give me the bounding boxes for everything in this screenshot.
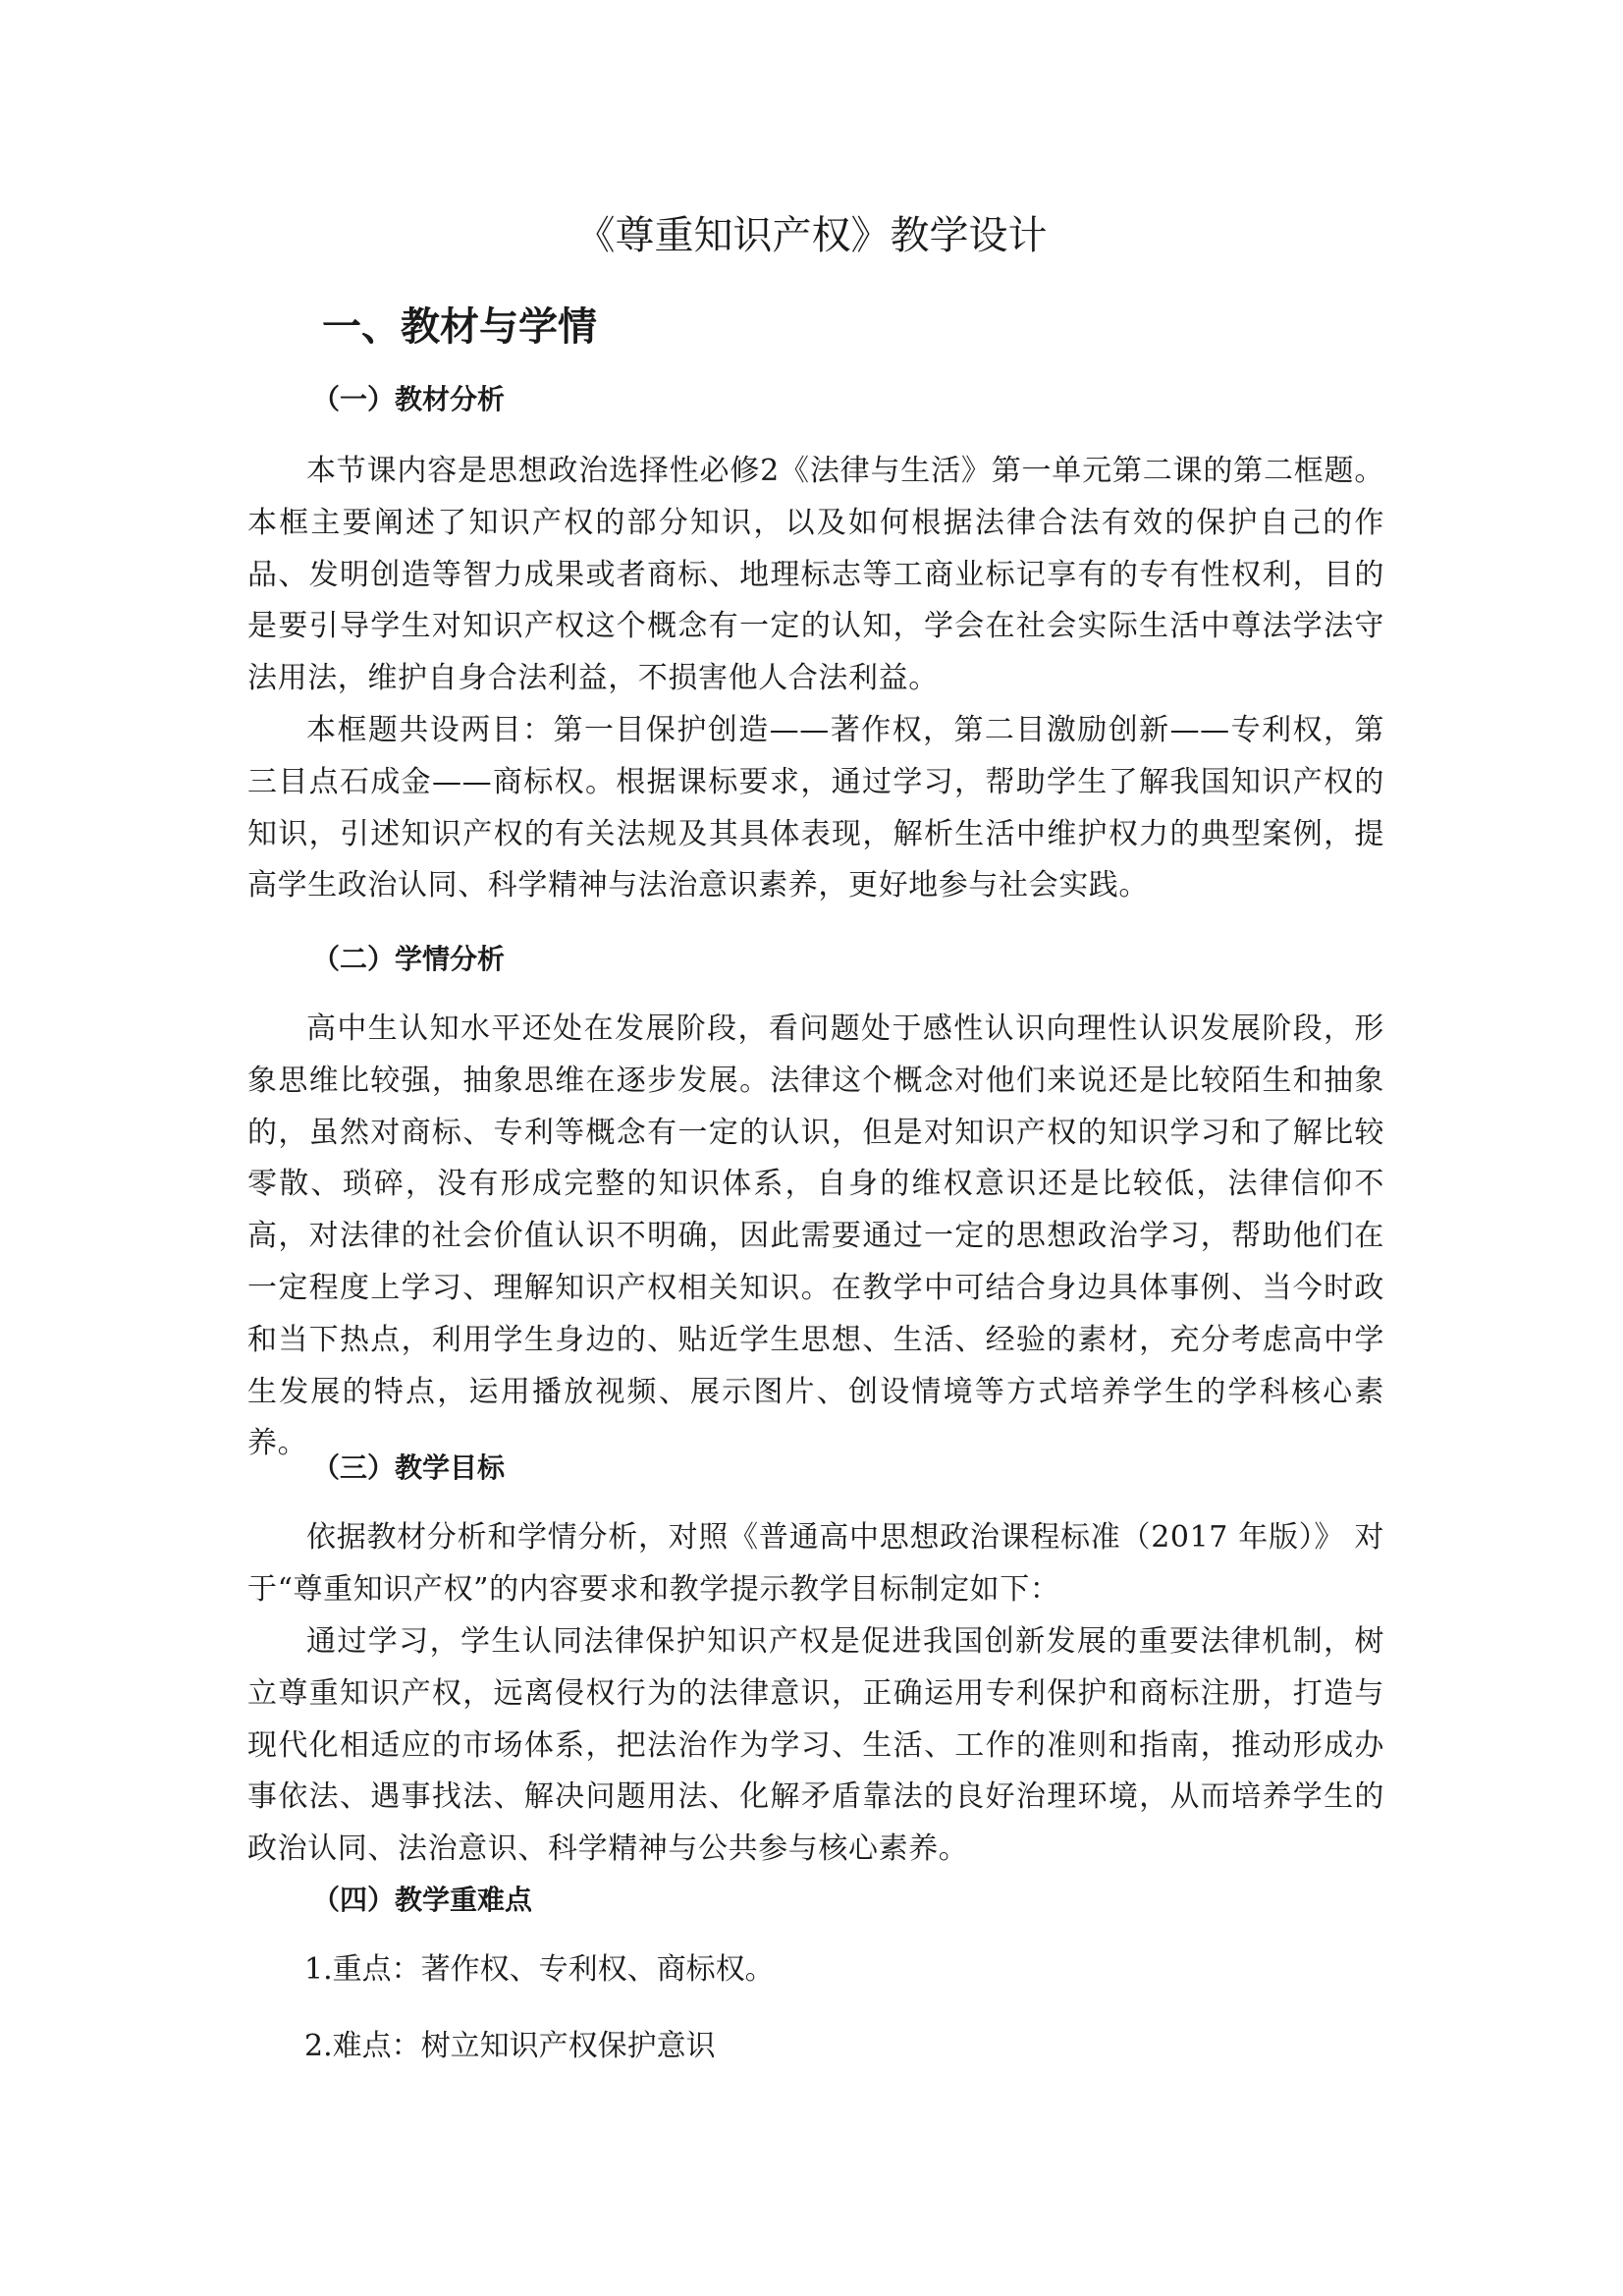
subheading-student-analysis: （二）学情分析 xyxy=(312,943,506,975)
paragraph-textbook-analysis-2: 本框题共设两目：第一目保护创造——著作权，第二目激励创新——专利权，第三目点石成金——商标权。根据课标要求，通过学习，帮助学生了解我国知识产权的知识，引述知识产权的有关法规及其具体表现，解析生活中维护权力的典型案例，提高学生政治认同、科学精神与法治意识素养，更好地参与社会实践。 xyxy=(247,713,1384,903)
document-title: 《尊重知识产权》教学设计 xyxy=(575,213,1048,258)
paragraph-teaching-objectives-1: 依据教材分析和学情分析，对照《普通高中思想政治课程标准（2017 年版）》 对于“尊重知识产权”的内容要求和教学提示教学目标制定如下： xyxy=(247,1520,1384,1607)
paragraph-student-analysis: 高中生认知水平还处在发展阶段，看问题处于感性认识向理性认识发展阶段，形象思维比较强，抽象思维在逐步发展。法律这个概念对他们来说还是比较陌生和抽象的，虽然对商标、专利等概念有一定的认识，但是对知识产权的知识学习和了解比较零散、琐碎，没有形成完整的知识体系，自身的维权意识还是比较低，法律信仰不高，对法律的社会价值认识不明确，因此需要通过一定的思想政治学习，帮助他们在一定程度上学习、理解知识产权相关知识。在教学中可结合身边具体事例、当今时政和当下热点，利用学生身边的、贴近学生思想、生活、经验的素材，充分考虑高中学生发展的特点，运用播放视频、展示图片、创设情境等方式培养学生的学科核心素养。 xyxy=(247,1011,1384,1461)
subheading-textbook-analysis: （一）教材分析 xyxy=(312,383,506,415)
subheading-key-difficult-points: （四）教学重难点 xyxy=(312,1884,533,1916)
section-heading-materials-and-students: 一、教材与学情 xyxy=(322,303,597,350)
list-item-key-points: 1.重点：著作权、专利权、商标权。 xyxy=(304,1952,775,1987)
list-item-difficult-points: 2.难点：树立知识产权保护意识 xyxy=(304,2029,716,2063)
paragraph-textbook-analysis-1: 本节课内容是思想政治选择性必修2《法律与生活》第一单元第二课的第二框题。本框主要阐述了知识产权的部分知识，以及如何根据法律合法有效的保护自己的作品、发明创造等智力成果或者商标、地理标志等工商业标记享有的专有性权利，目的是要引导学生对知识产权这个概念有一定的认知，学会在社会实际生活中尊法学法守法用法，维护自身合法利益，不损害他人合法利益。 xyxy=(247,454,1384,696)
paragraph-teaching-objectives-2: 通过学习，学生认同法律保护知识产权是促进我国创新发展的重要法律机制，树立尊重知识产权，远离侵权行为的法律意识，正确运用专利保护和商标注册，打造与现代化相适应的市场体系，把法治作为学习、生活、工作的准则和指南，推动形成办事依法、遇事找法、解决问题用法、化解矛盾靠法的良好治理环境，从而培养学生的政治认同、法治意识、科学精神与公共参与核心素养。 xyxy=(247,1624,1384,1867)
subheading-teaching-objectives: （三）教学目标 xyxy=(312,1451,506,1484)
